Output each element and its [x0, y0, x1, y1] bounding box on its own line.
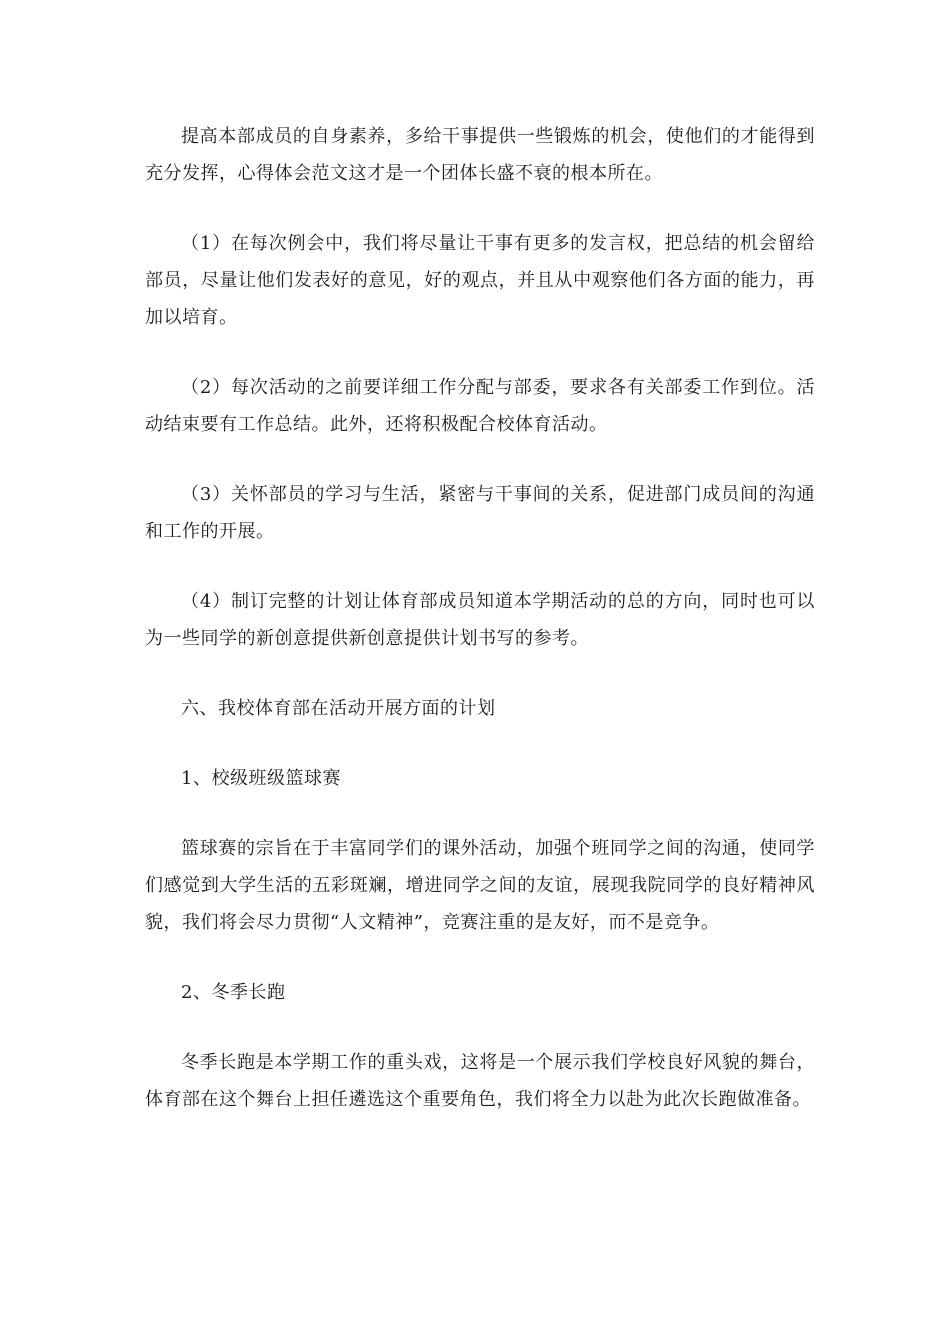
section-heading-activity-plan: 六、我校体育部在活动开展方面的计划: [181, 698, 496, 719]
paragraph-item-2: （2）每次活动的之前要详细工作分配与部委，要求各有关部委工作到位。活动结束要有工作总结。此外，还将积极配合校体育活动。: [145, 377, 815, 435]
subheading-basketball: 1、校级班级篮球赛: [181, 768, 341, 789]
paragraph-winter-run: 冬季长跑是本学期工作的重头戏，这将是一个展示我们学校良好风貌的舞台，体育部在这个舞台上担任遴选这个重要角色，我们将全力以赴为此次长跑做准备。: [145, 1052, 815, 1110]
paragraph-item-3: （3）关怀部员的学习与生活，紧密与干事间的关系，促进部门成员间的沟通和工作的开展。: [145, 484, 815, 542]
paragraph-basketball: 篮球赛的宗旨在于丰富同学们的课外活动，加强个班同学之间的沟通，使同学们感觉到大学生活的五彩斑斓，增进同学之间的友谊，展现我院同学的良好精神风貌，我们将会尽力贯彻“人文精神”，竞赛注重的是友好，而不是竞争。: [145, 838, 815, 933]
document-body: [145, 118, 815, 1118]
paragraph-item-4: （4）制订完整的计划让体育部成员知道本学期活动的总的方向，同时也可以为一些同学的新创意提供新创意提供计划书写的参考。: [145, 591, 815, 649]
paragraph-self-improvement: 提高本部成员的自身素养，多给干事提供一些锻炼的机会，使他们的才能得到充分发挥，心得体会范文这才是一个团体长盛不衰的根本所在。: [145, 126, 815, 184]
subheading-winter-run: 2、冬季长跑: [181, 982, 286, 1003]
paragraph-item-1: （1）在每次例会中，我们将尽量让干事有更多的发言权，把总结的机会留给部员，尽量让他们发表好的意见，好的观点，并且从中观察他们各方面的能力，再加以培育。: [145, 233, 815, 328]
